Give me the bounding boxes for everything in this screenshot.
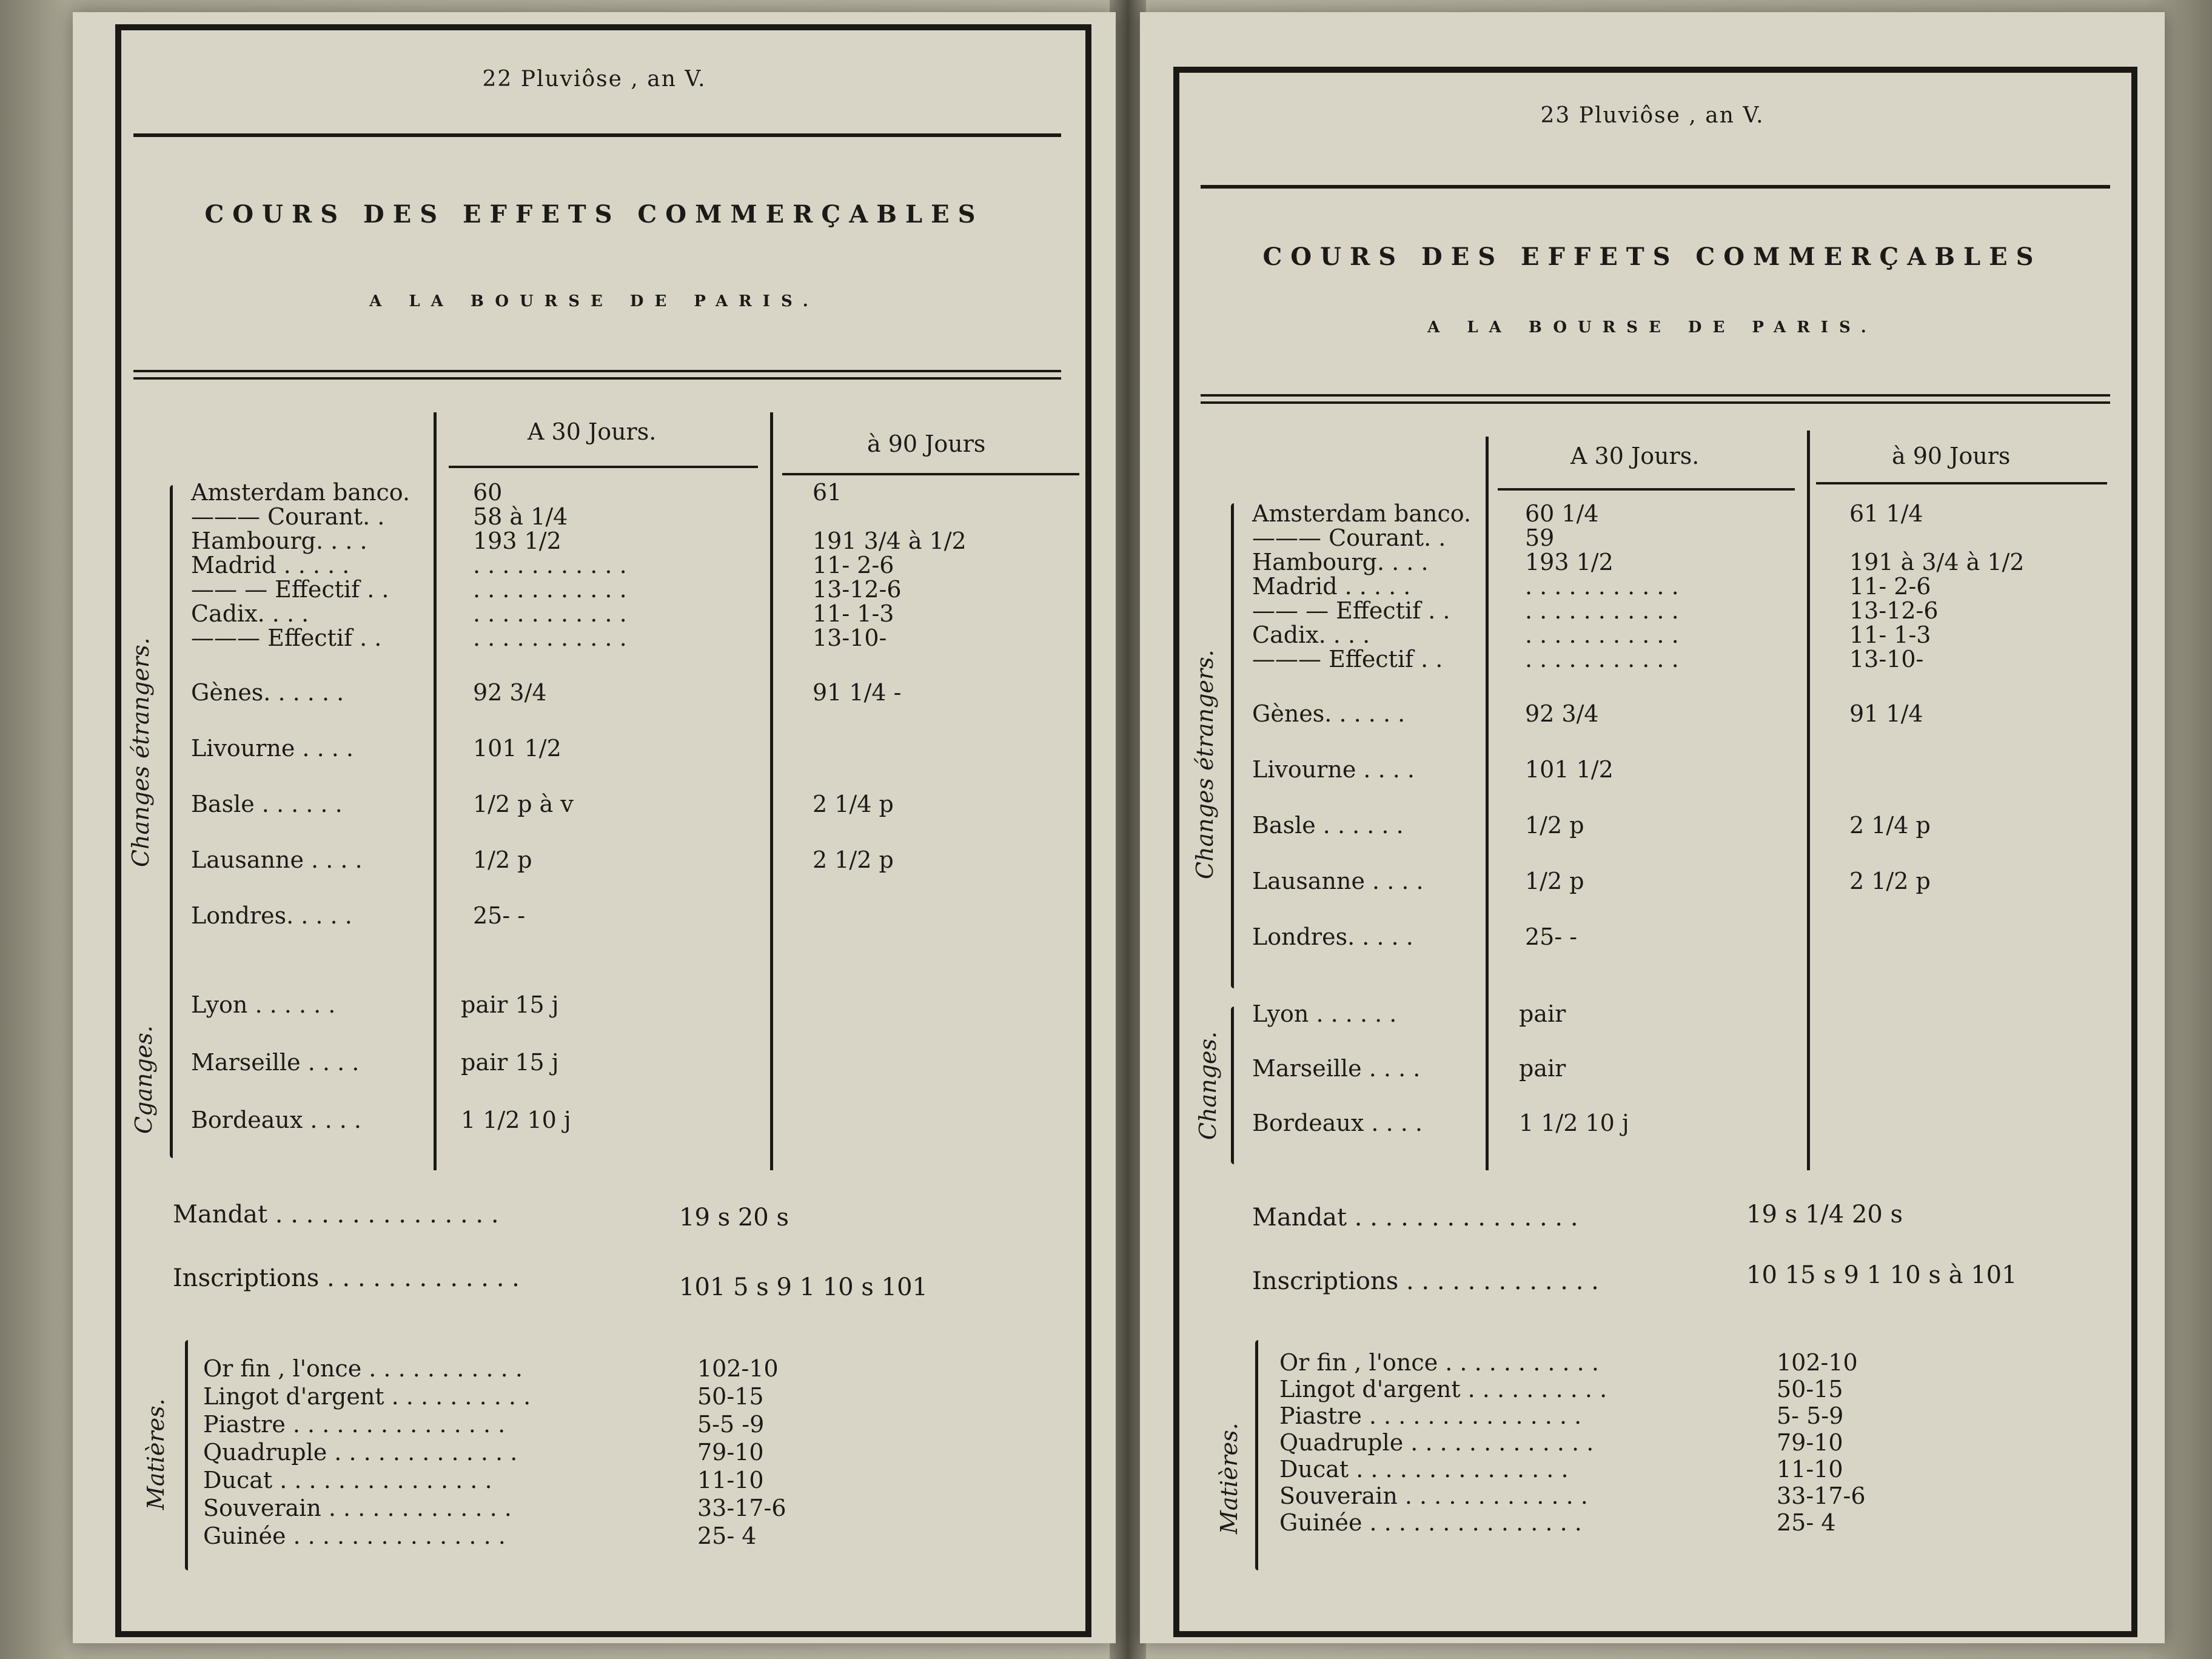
inscriptions-value: 101 5 s 9 1 10 s 101: [679, 1273, 928, 1301]
running-head: 23 Pluviôse , an V.: [1540, 103, 1765, 128]
row-label: ——— Effectif . .: [191, 625, 382, 651]
column-divider: [434, 412, 437, 1170]
value-30-jours: . . . . . . . . . . .: [1525, 597, 1679, 624]
column-divider: [1486, 437, 1489, 1170]
row-label: Lausanne . . . .: [1252, 868, 1424, 894]
value-30-jours: . . . . . . . . . . .: [473, 600, 627, 627]
page-subtitle: A LA BOURSE DE PARIS.: [1427, 318, 1877, 337]
group-brace: [1231, 1007, 1234, 1164]
row-label: Basle . . . . . .: [1252, 812, 1404, 839]
row-label: Livourne . . . .: [191, 735, 354, 762]
mandat-label: Mandat . . . . . . . . . . . . . . .: [1252, 1204, 1578, 1232]
right-page: [1140, 12, 2165, 1643]
value-30-jours: . . . . . . . . . . .: [473, 552, 627, 578]
group-brace: [185, 1340, 188, 1570]
col-rule: [782, 473, 1079, 475]
value-30-jours: . . . . . . . . . . .: [473, 576, 627, 603]
row-label: Londres. . . . .: [191, 902, 352, 929]
row-label: Cadix. . . .: [191, 600, 309, 627]
value-30-jours: 1/2 p à v: [473, 791, 574, 817]
metal-value: 11-10: [697, 1467, 764, 1493]
metal-label: Piastre . . . . . . . . . . . . . . .: [1279, 1403, 1582, 1429]
row-label: Livourne . . . .: [1252, 756, 1415, 783]
title-rule: [133, 370, 1061, 380]
group-label: Changes.: [1195, 1031, 1221, 1140]
value-30-jours: 25- -: [473, 902, 526, 929]
col-rule: [1498, 488, 1795, 491]
row-label: Gènes. . . . . .: [191, 679, 344, 706]
value-90-jours: 91 1/4: [1849, 700, 1923, 727]
group-label: Matières.: [1216, 1423, 1242, 1534]
row-label: —— — Effectif . .: [1252, 597, 1450, 624]
group-label: Cganges.: [130, 1025, 157, 1134]
mandat-value: 19 s 1/4 20 s: [1746, 1201, 1903, 1228]
value-30-jours: 1/2 p: [1525, 812, 1584, 839]
row-label: Basle . . . . . .: [191, 791, 343, 817]
col-rule: [1816, 482, 2107, 484]
metal-label: Guinée . . . . . . . . . . . . . . .: [203, 1523, 506, 1549]
row-label: Bordeaux . . . .: [191, 1107, 361, 1133]
row-label: Gènes. . . . . .: [1252, 700, 1406, 727]
metal-value: 25- 4: [697, 1523, 757, 1549]
col-rule: [449, 466, 758, 468]
metal-label: Lingot d'argent . . . . . . . . . .: [1279, 1376, 1607, 1403]
row-label: Amsterdam banco.: [191, 479, 411, 506]
value-30-jours: pair 15 j: [461, 991, 559, 1018]
value-30-jours: 101 1/2: [473, 735, 561, 762]
row-label: —— — Effectif . .: [191, 576, 389, 603]
value-30-jours: 193 1/2: [473, 528, 561, 554]
value-30-jours: 25- -: [1525, 923, 1578, 950]
metal-value: 11-10: [1777, 1456, 1843, 1483]
row-label: Madrid . . . . .: [1252, 573, 1411, 600]
value-90-jours: 13-10-: [813, 625, 887, 651]
row-label: Marseille . . . .: [1252, 1055, 1421, 1082]
value-30-jours: 58 à 1/4: [473, 503, 568, 530]
group-brace: [170, 988, 173, 1158]
column-divider: [770, 412, 773, 1170]
value-90-jours: 13-12-6: [813, 576, 902, 603]
group-label: Changes étrangers.: [1191, 649, 1218, 879]
page-title: COURS DES EFFETS COMMERÇABLES: [204, 200, 984, 229]
metal-label: Souverain . . . . . . . . . . . . .: [1279, 1483, 1588, 1509]
metal-value: 25- 4: [1777, 1509, 1836, 1536]
value-30-jours: 60 1/4: [1525, 500, 1599, 527]
value-30-jours: 92 3/4: [473, 679, 547, 706]
metal-value: 102-10: [1777, 1349, 1858, 1376]
value-30-jours: 59: [1525, 525, 1555, 551]
value-30-jours: 60: [473, 479, 503, 506]
value-90-jours: 2 1/4 p: [1849, 812, 1931, 839]
group-brace: [170, 485, 173, 994]
row-label: Cadix. . . .: [1252, 622, 1370, 648]
col-90-header: à 90 Jours: [1892, 443, 2011, 469]
value-30-jours: . . . . . . . . . . .: [473, 625, 627, 651]
row-label: ——— Courant. .: [1252, 525, 1446, 551]
value-90-jours: 11- 1-3: [1849, 622, 1931, 648]
row-label: Lausanne . . . .: [191, 846, 363, 873]
value-30-jours: 92 3/4: [1525, 700, 1599, 727]
running-head: 22 Pluviôse , an V.: [482, 67, 706, 92]
group-brace: [1255, 1340, 1258, 1570]
metal-label: Or fin , l'once . . . . . . . . . . .: [1279, 1349, 1599, 1376]
row-label: Lyon . . . . . .: [1252, 1000, 1397, 1027]
metal-value: 33-17-6: [697, 1495, 786, 1521]
row-label: Hambourg. . . .: [1252, 549, 1429, 575]
left-page: [73, 12, 1116, 1643]
value-30-jours: 1 1/2 10 j: [1519, 1110, 1629, 1136]
value-30-jours: . . . . . . . . . . .: [1525, 646, 1679, 672]
value-90-jours: 2 1/2 p: [813, 846, 894, 873]
value-30-jours: pair: [1519, 1055, 1566, 1082]
value-90-jours: 11- 2-6: [1849, 573, 1931, 600]
row-label: Bordeaux . . . .: [1252, 1110, 1423, 1136]
row-label: Amsterdam banco.: [1252, 500, 1472, 527]
value-90-jours: 91 1/4 -: [813, 679, 902, 706]
value-90-jours: 61: [813, 479, 842, 506]
metal-value: 50-15: [1777, 1376, 1843, 1403]
metal-value: 79-10: [697, 1439, 764, 1466]
title-rule: [1201, 394, 2110, 404]
value-30-jours: pair: [1519, 1000, 1566, 1027]
value-30-jours: 1 1/2 10 j: [461, 1107, 571, 1133]
metal-value: 33-17-6: [1777, 1483, 1866, 1509]
metal-label: Lingot d'argent . . . . . . . . . .: [203, 1383, 531, 1410]
page-title: COURS DES EFFETS COMMERÇABLES: [1262, 243, 2042, 271]
col-30-header: A 30 Jours.: [1570, 443, 1700, 469]
value-90-jours: 13-12-6: [1849, 597, 1939, 624]
value-90-jours: 11- 2-6: [813, 552, 894, 578]
row-label: Lyon . . . . . .: [191, 991, 336, 1018]
inscriptions-value: 10 15 s 9 1 10 s à 101: [1746, 1261, 2017, 1289]
metal-label: Or fin , l'once . . . . . . . . . . .: [203, 1355, 523, 1382]
value-90-jours: 2 1/4 p: [813, 791, 894, 817]
metal-value: 5-5 -9: [697, 1411, 765, 1438]
metal-value: 102-10: [697, 1355, 779, 1382]
group-label: Changes étrangers.: [127, 637, 154, 867]
value-30-jours: 101 1/2: [1525, 756, 1614, 783]
metal-value: 50-15: [697, 1383, 764, 1410]
value-90-jours: 13-10-: [1849, 646, 1924, 672]
value-30-jours: 1/2 p: [473, 846, 532, 873]
value-90-jours: 61 1/4: [1849, 500, 1923, 527]
mandat-label: Mandat . . . . . . . . . . . . . . .: [173, 1201, 499, 1228]
metal-value: 5- 5-9: [1777, 1403, 1844, 1429]
col-90-header: à 90 Jours: [867, 431, 986, 457]
row-label: Hambourg. . . .: [191, 528, 367, 554]
metal-label: Piastre . . . . . . . . . . . . . . .: [203, 1411, 506, 1438]
group-brace: [1231, 503, 1234, 988]
metal-label: Quadruple . . . . . . . . . . . . .: [1279, 1429, 1594, 1456]
value-90-jours: 11- 1-3: [813, 600, 894, 627]
row-label: ——— Courant. .: [191, 503, 385, 530]
header-rule: [133, 133, 1061, 137]
row-label: Marseille . . . .: [191, 1049, 360, 1076]
value-30-jours: 193 1/2: [1525, 549, 1614, 575]
metal-label: Quadruple . . . . . . . . . . . . .: [203, 1439, 518, 1466]
value-30-jours: . . . . . . . . . . .: [1525, 622, 1679, 648]
value-30-jours: 1/2 p: [1525, 868, 1584, 894]
metal-label: Ducat . . . . . . . . . . . . . . .: [203, 1467, 492, 1493]
metal-label: Guinée . . . . . . . . . . . . . . .: [1279, 1509, 1582, 1536]
column-divider: [1807, 431, 1810, 1170]
row-label: ——— Effectif . .: [1252, 646, 1443, 672]
inscriptions-label: Inscriptions . . . . . . . . . . . . .: [1252, 1267, 1599, 1295]
group-label: Matières.: [142, 1398, 169, 1510]
row-label: Madrid . . . . .: [191, 552, 350, 578]
col-30-header: A 30 Jours.: [528, 418, 657, 445]
value-90-jours: 2 1/2 p: [1849, 868, 1931, 894]
mandat-value: 19 s 20 s: [679, 1204, 789, 1232]
metal-label: Souverain . . . . . . . . . . . . .: [203, 1495, 512, 1521]
inscriptions-label: Inscriptions . . . . . . . . . . . . .: [173, 1264, 520, 1292]
metal-value: 79-10: [1777, 1429, 1843, 1456]
value-30-jours: pair 15 j: [461, 1049, 559, 1076]
value-30-jours: . . . . . . . . . . .: [1525, 573, 1679, 600]
page-subtitle: A LA BOURSE DE PARIS.: [369, 292, 819, 310]
value-90-jours: 191 3/4 à 1/2: [813, 528, 967, 554]
value-90-jours: 191 à 3/4 à 1/2: [1849, 549, 2025, 575]
header-rule: [1201, 185, 2110, 189]
row-label: Londres. . . . .: [1252, 923, 1413, 950]
metal-label: Ducat . . . . . . . . . . . . . . .: [1279, 1456, 1569, 1483]
